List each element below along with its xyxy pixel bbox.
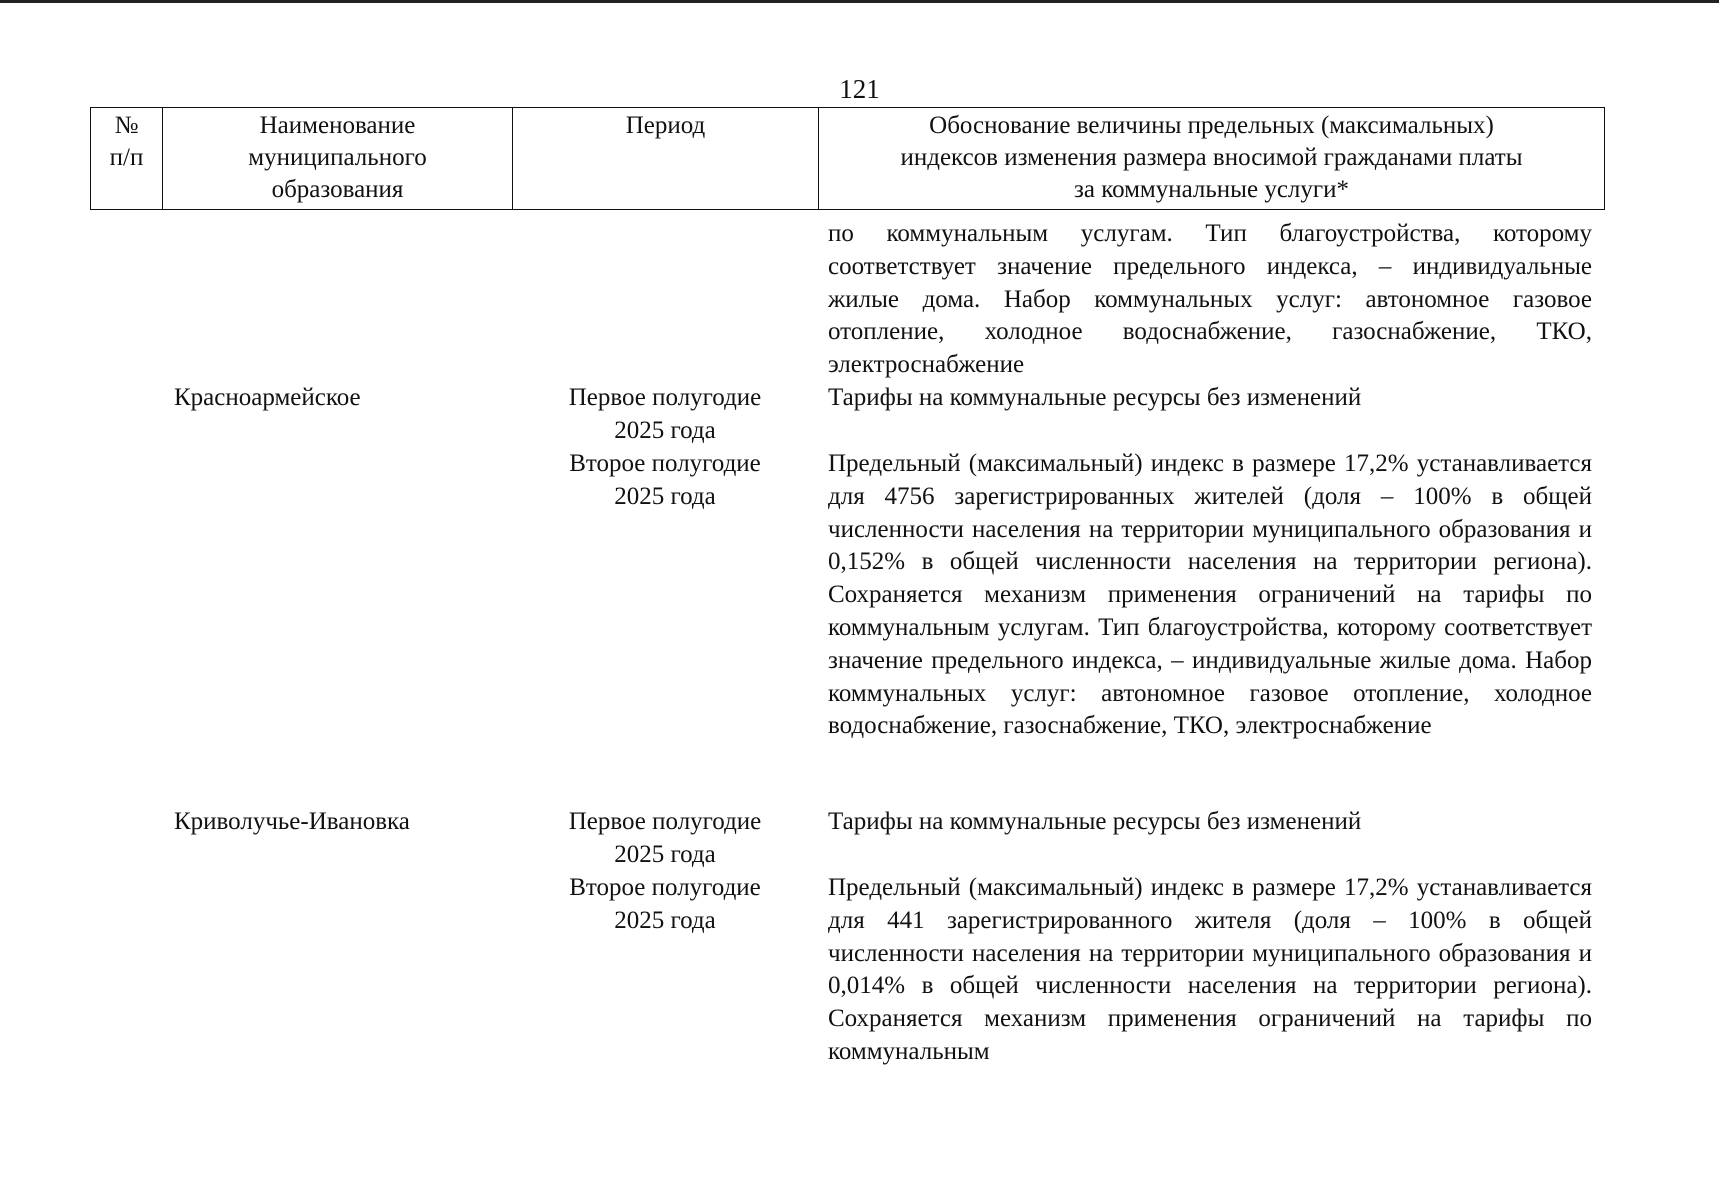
header-num: № п/п xyxy=(91,108,163,210)
header-row xyxy=(91,108,1605,210)
basis-text-first-half: Тарифы на коммунальные ресурсы без изменений xyxy=(828,808,1362,835)
continuation-text: по коммунальным услугам. Тип благоустройства, которому соответствует значение предельного индекса, – индивидуальные жилые дома. Набор коммунальных услуг: автономное газовое отопление, холодное водоснабжение, газоснабжение, ТКО, электроснабжение xyxy=(828,220,1592,379)
header-municipality-name: Наименование муниципального образования xyxy=(163,108,513,210)
period-first-half: Первое полугодие 2025 года xyxy=(568,384,762,444)
basis-text-first-half: Тарифы на коммунальные ресурсы без изменений xyxy=(828,384,1362,411)
period-second-half: Второе полугодие 2025 года xyxy=(569,450,761,510)
basis-text-second-half: Предельный (максимальный) индекс в размере 17,2% устанавливается для 4756 зарегистрированных жителей (доля – 100% в общей численности населения на территории муниципального образования и 0,152% в общей численности населения на территории региона). Сохраняется механизм применения ограничений на тарифы по коммунальным услугам. Тип благоустройства, которому соответствует значение предельного индекса, – индивидуальные жилые дома. Набор коммунальных услуг: автономное газовое отопление, холодное водоснабжение, газоснабжение, ТКО, электроснабжение xyxy=(828,450,1592,740)
table-header xyxy=(90,107,1605,210)
page-number: 121 xyxy=(839,74,880,104)
header-basis: Обоснование величины предельных (максимальных) индексов изменения размера вносимой гражданами платы за коммунальные услуги* xyxy=(819,108,1605,210)
basis-text-second-half: Предельный (максимальный) индекс в размере 17,2% устанавливается для 441 зарегистрированного жителя (доля – 100% в общей численности населения на территории муниципального образования и 0,014% в общей численности населения на территории региона). Сохраняется механизм применения ограничений на тарифы по коммунальным xyxy=(828,874,1592,1065)
municipality-name: Криволучье-Ивановка xyxy=(174,808,410,835)
municipality-name: Красноармейское xyxy=(174,384,361,411)
period-second-half: Второе полугодие 2025 года xyxy=(569,874,761,934)
scan-top-edge xyxy=(0,0,1719,3)
header-period: Период xyxy=(513,108,819,210)
period-first-half: Первое полугодие 2025 года xyxy=(568,808,762,868)
